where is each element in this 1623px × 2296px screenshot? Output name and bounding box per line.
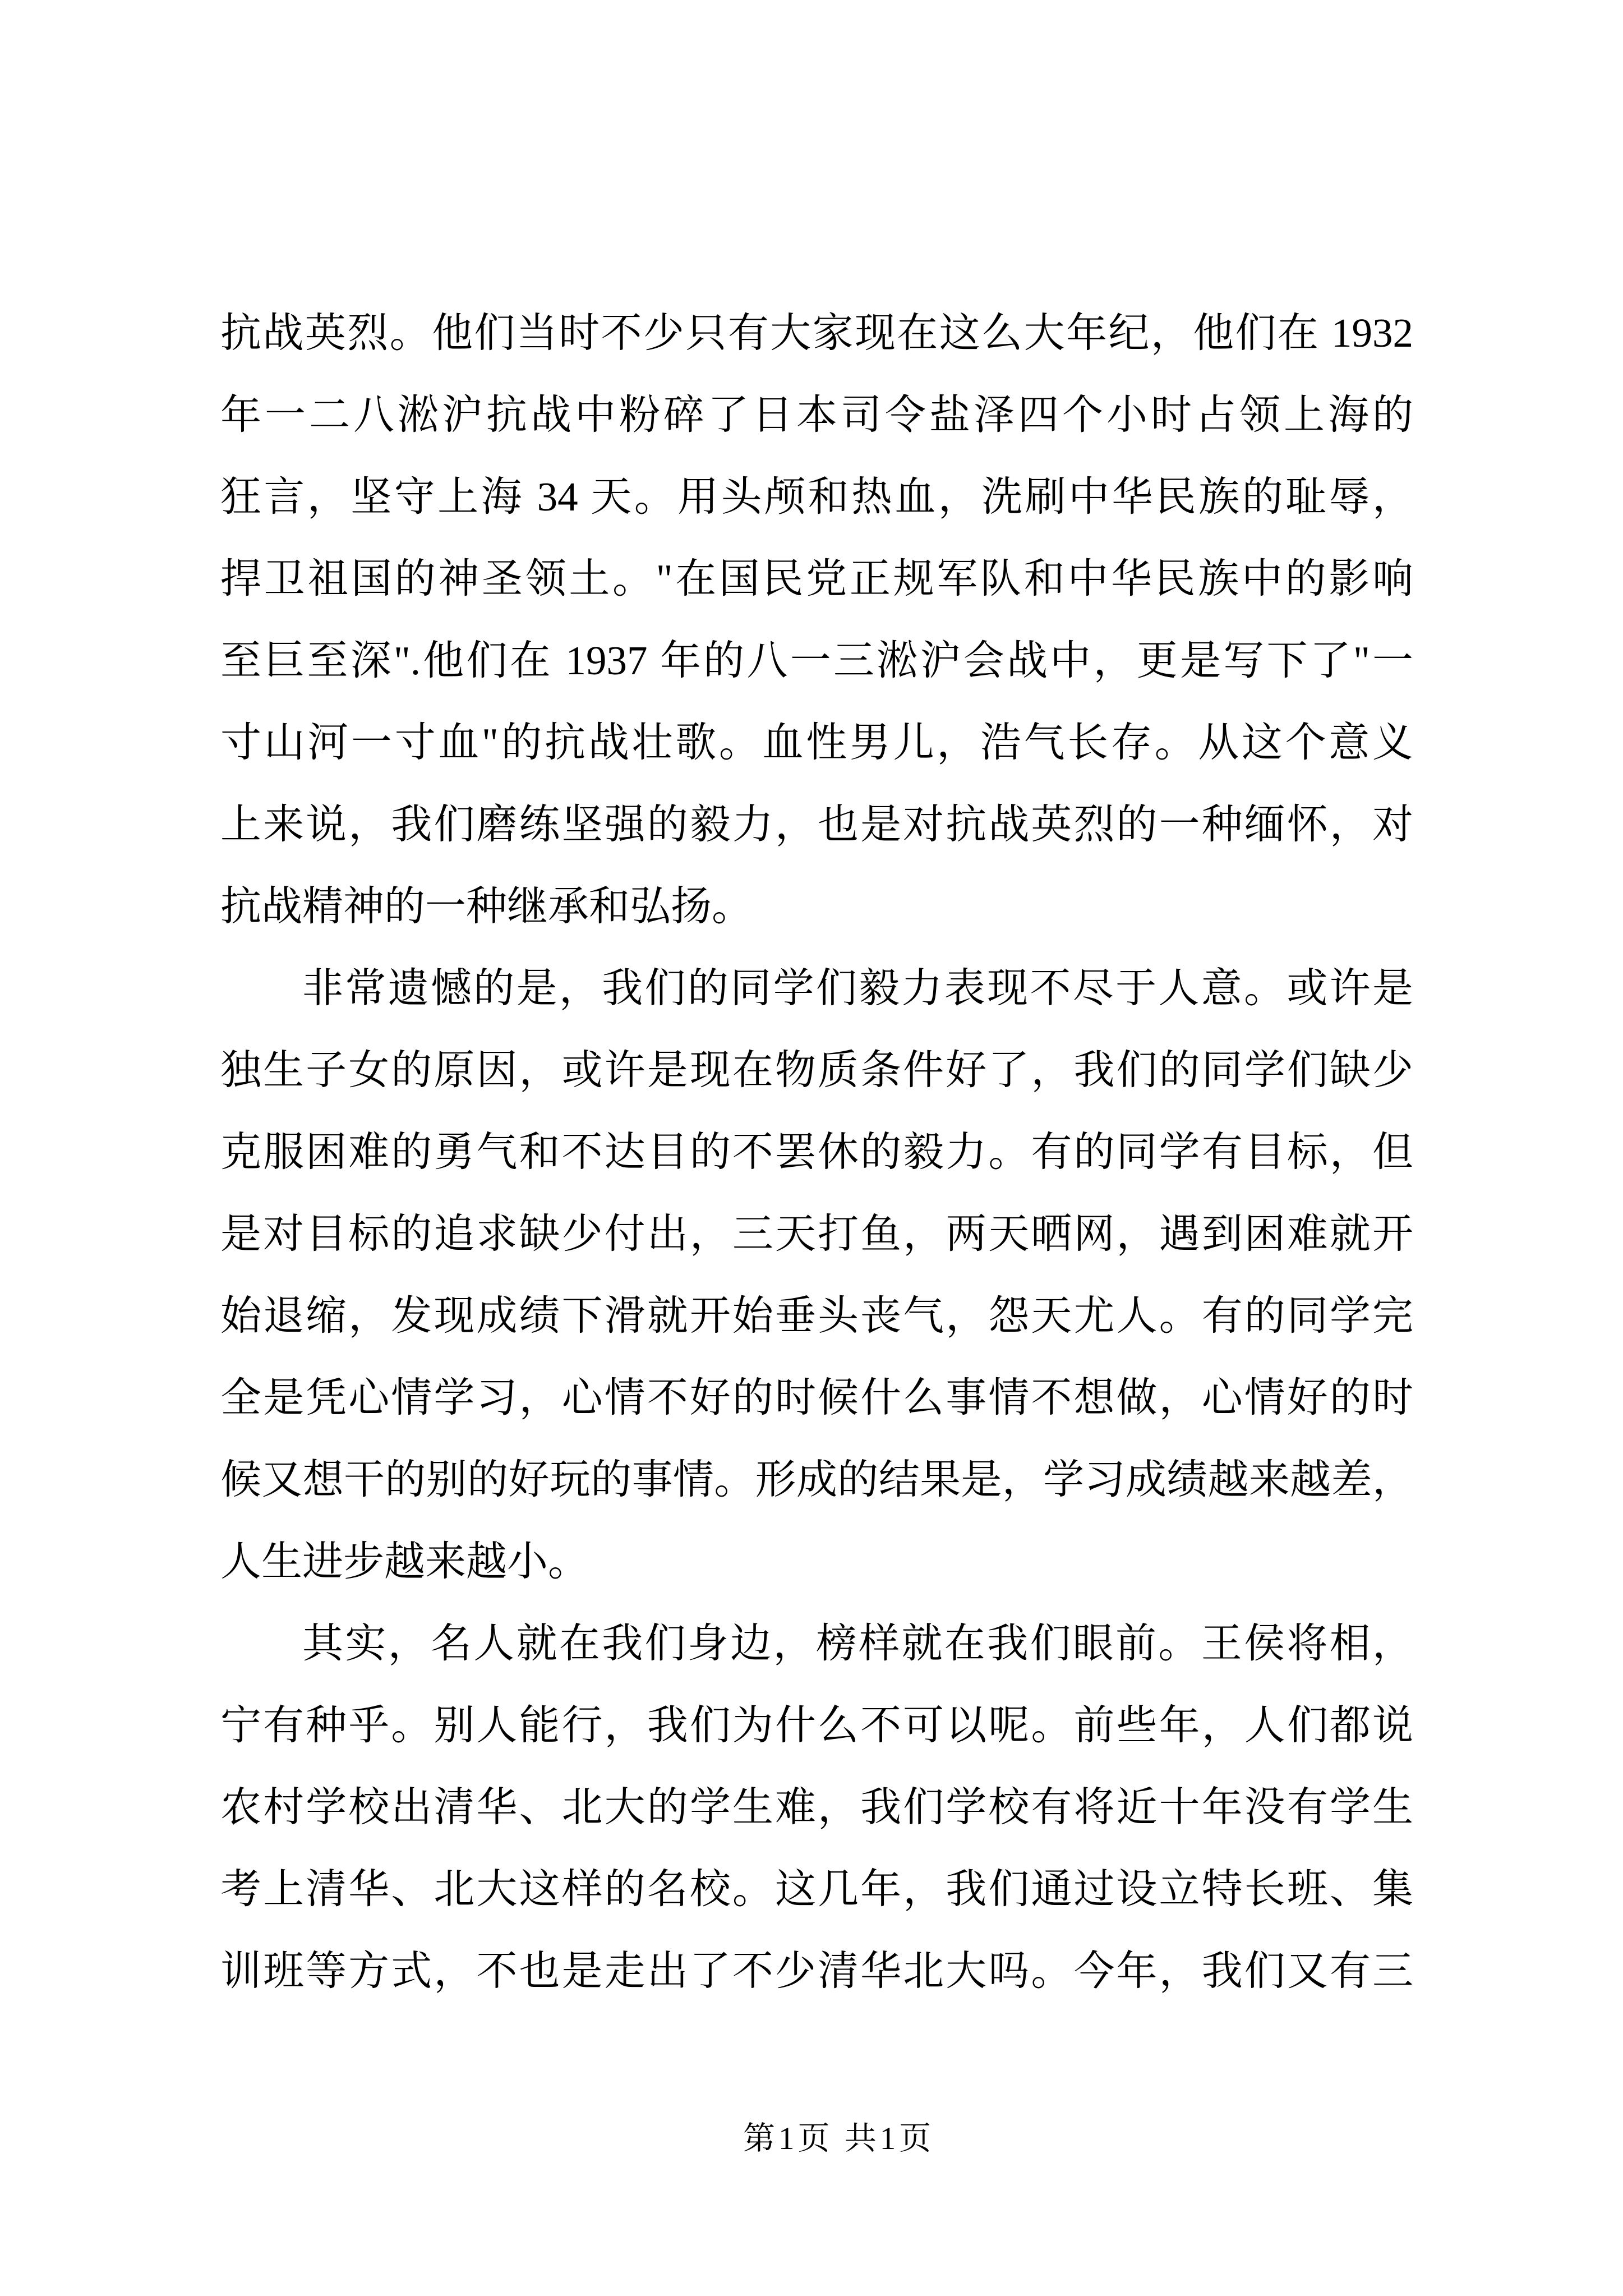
text-line: 捍卫祖国的神圣领土。"在国民党正规军队和中华民族中的影响: [220, 556, 1413, 601]
text-line: 人生进步越来越小。: [220, 1539, 589, 1584]
text-line: 非常遗憾的是，我们的同学们毅力表现不尽于人意。或许是: [302, 965, 1413, 1011]
text-line: 全是凭心情学习，心情不好的时候什么事情不想做，心情好的时: [220, 1375, 1413, 1420]
text-line: 抗战英烈。他们当时不少只有大家现在这么大年纪，他们在 1932: [220, 310, 1413, 356]
paragraph-3: [220, 1603, 1413, 2012]
text-line: 训班等方式，不也是走出了不少清华北大吗。今年，我们又有三: [220, 1948, 1413, 1994]
text-line: 克服困难的勇气和不达目的不罢休的毅力。有的同学有目标，但: [220, 1129, 1413, 1175]
text-line: 寸山河一寸血"的抗战壮歌。血性男儿，浩气长存。从这个意义: [220, 720, 1413, 765]
text-line: 始退缩，发现成绩下滑就开始垂头丧气，怨天尤人。有的同学完: [220, 1293, 1413, 1338]
text-line: 狂言，坚守上海 34 天。用头颅和热血，洗刷中华民族的耻辱，: [220, 474, 1413, 519]
paragraph-2: [220, 947, 1413, 1603]
text-line: 其实，名人就在我们身边，榜样就在我们眼前。王侯将相，: [302, 1621, 1413, 1666]
page-number-footer: [743, 2119, 934, 2159]
page-indicator-text: 第1页 共1页: [743, 2121, 935, 2156]
paragraph-1: [220, 292, 1413, 947]
text-line: 年一二八淞沪抗战中粉碎了日本司令盐泽四个小时占领上海的: [220, 392, 1413, 438]
text-line: 是对目标的追求缺少付出，三天打鱼，两天晒网，遇到困难就开: [220, 1211, 1413, 1257]
text-line: 上来说，我们磨练坚强的毅力，也是对抗战英烈的一种缅怀，对: [220, 802, 1413, 847]
text-line: 候又想干的别的好玩的事情。形成的结果是，学习成绩越来越差，: [220, 1457, 1413, 1502]
text-line: 农村学校出清华、北大的学生难，我们学校有将近十年没有学生: [220, 1784, 1413, 1830]
text-line: 独生子女的原因，或许是现在物质条件好了，我们的同学们缺少: [220, 1047, 1413, 1093]
text-line: 抗战精神的一种继承和弘扬。: [220, 884, 753, 929]
text-line: 宁有种乎。别人能行，我们为什么不可以呢。前些年，人们都说: [220, 1703, 1413, 1748]
document-body: [220, 292, 1413, 2012]
text-line: 至巨至深".他们在 1937 年的八一三淞沪会战中，更是写下了"一: [220, 638, 1413, 683]
text-line: 考上清华、北大这样的名校。这几年，我们通过设立特长班、集: [220, 1866, 1413, 1912]
